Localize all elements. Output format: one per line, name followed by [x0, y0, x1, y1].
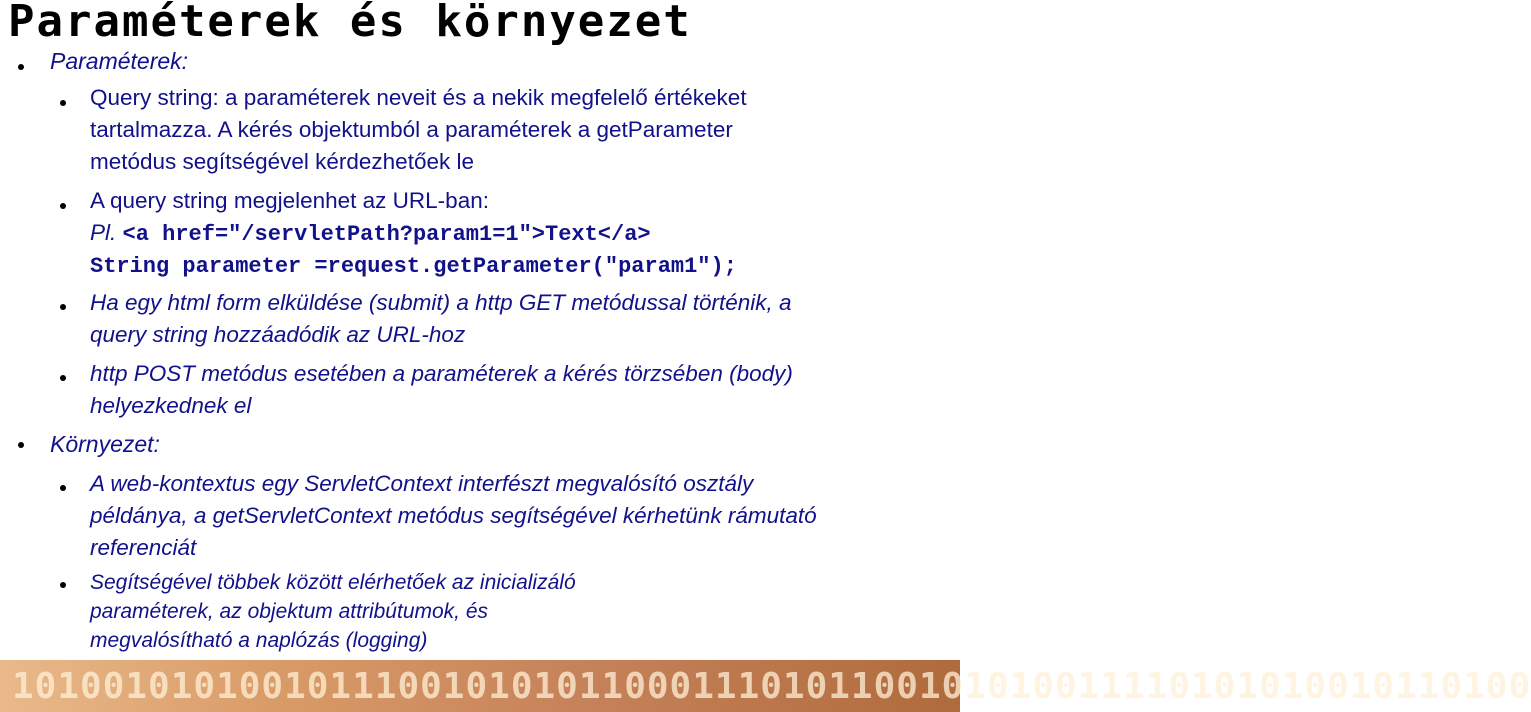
item-line: megvalósítható a naplózás (logging)	[90, 629, 428, 652]
code-snippet: String parameter =request.getParameter("param1");	[90, 254, 737, 279]
item-line: Query string: a paraméterek neveit és a nekik megfelelő értékeket	[90, 85, 747, 110]
bullet-icon	[18, 64, 24, 70]
item-line: tartalmazza. A kérés objektumból a paraméterek a getParameter	[90, 117, 733, 142]
item-line: metódus segítségével kérdezhetőek le	[90, 149, 474, 174]
list-item-query-string	[90, 82, 747, 178]
item-line: A query string megjelenhet az URL-ban:	[90, 188, 489, 213]
item-line: példánya, a getServletContext metódus segítségével kérhetünk rámutató	[90, 503, 817, 528]
list-item-post-method	[90, 358, 793, 422]
code-snippet: <a href="/servletPath?param1=1">Text</a>	[122, 222, 651, 247]
bullet-icon	[60, 582, 66, 588]
item-line: Ha egy html form elküldése (submit) a http GET metódussal történik, a	[90, 290, 792, 315]
list-item-web-context	[90, 468, 817, 564]
item-line: helyezkednek el	[90, 393, 252, 418]
example-prefix: Pl.	[90, 220, 117, 245]
item-line: Segítségével többek között elérhetőek az inicializáló	[90, 571, 576, 594]
item-line: paraméterek, az objektum attribútumok, és	[90, 600, 489, 623]
bullet-icon	[60, 203, 66, 209]
item-line: http POST metódus esetében a paraméterek a kérés törzsében (body)	[90, 361, 793, 386]
slide-title: Paraméterek és környezet	[8, 0, 692, 47]
bullet-icon	[60, 375, 66, 381]
footer-banner	[0, 660, 1531, 712]
item-line: referenciát	[90, 535, 197, 560]
bullet-icon	[18, 442, 24, 448]
list-item-context-features	[90, 568, 576, 655]
code-example-line	[90, 217, 737, 251]
list-item-url-query	[90, 185, 737, 283]
item-line: A web-kontextus egy ServletContext interfészt megvalósító osztály	[90, 471, 754, 496]
bullet-icon	[60, 304, 66, 310]
bullet-icon	[60, 100, 66, 106]
bullet-icon	[60, 485, 66, 491]
list-item-get-method	[90, 287, 792, 351]
binary-pattern-decoration: 1010010101001011100101010110001110101100101010011110101010010110100	[12, 666, 1531, 707]
section-heading-environment: Környezet:	[50, 431, 160, 457]
section-heading-parameters: Paraméterek:	[50, 48, 189, 74]
item-line: query string hozzáadódik az URL-hoz	[90, 322, 466, 347]
